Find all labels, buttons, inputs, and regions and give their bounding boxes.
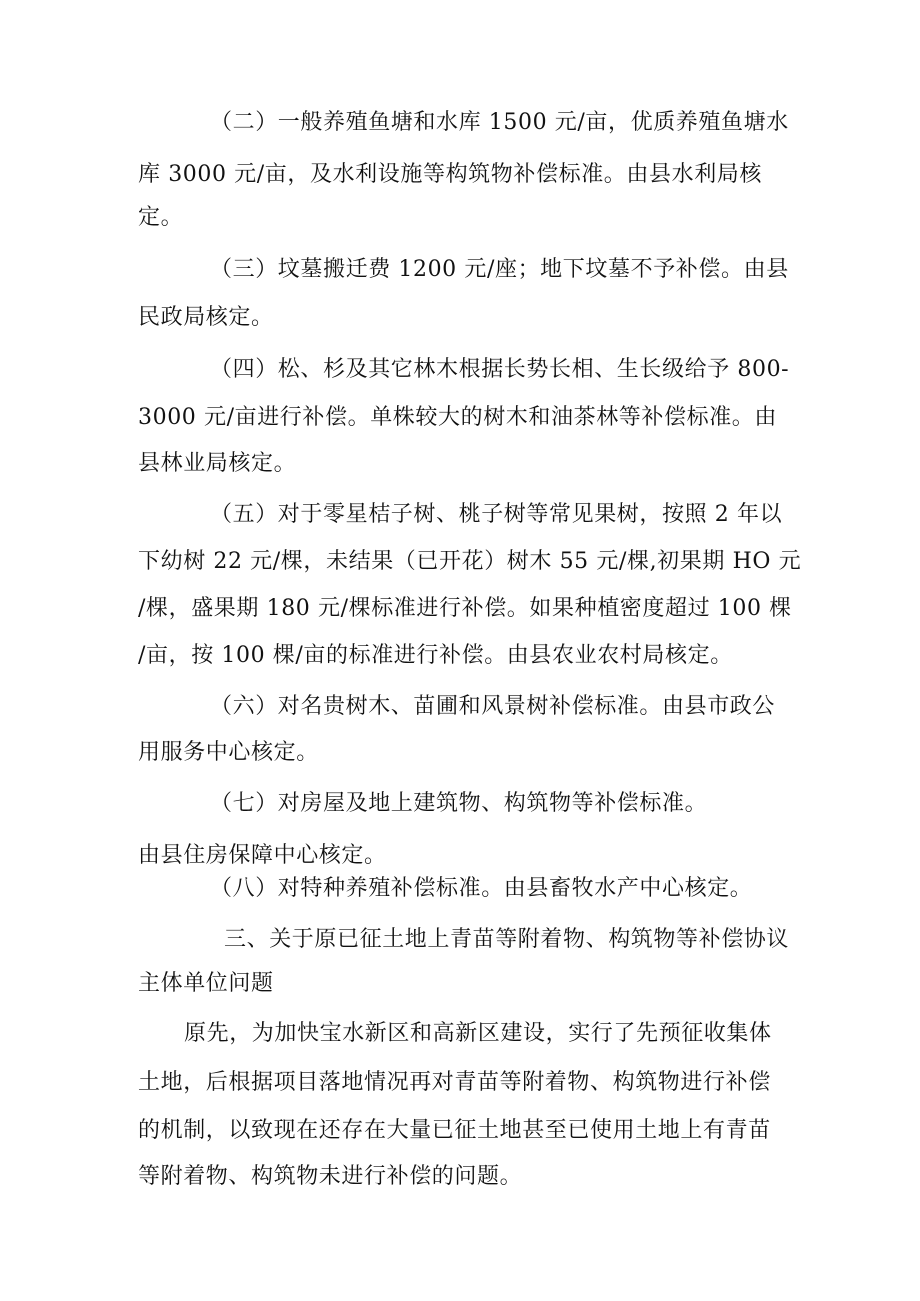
- para-2-line-1: （二）一般养殖鱼塘和水库 1500 元/亩，优质养殖鱼塘水: [210, 110, 789, 135]
- para-6-line-2: 用服务中心核定。: [138, 740, 319, 765]
- section-3-heading-line-1: 三、关于原已征土地上青苗等附着物、构筑物等补偿协议: [224, 927, 790, 952]
- para-5-line-3: /棵，盛果期 180 元/棵标准进行补偿。如果种植密度超过 100 棵: [138, 596, 792, 621]
- para-5-line-4: /亩，按 100 棵/亩的标准进行补偿。由县农业农村局核定。: [138, 643, 733, 668]
- body-para-line-1: 原先，为加快宝水新区和高新区建设，实行了先预征收集体: [184, 1021, 772, 1046]
- para-4-line-3: 县林业局核定。: [138, 451, 297, 476]
- para-2-line-3: 定。: [138, 205, 184, 230]
- para-4-line-1: （四）松、杉及其它林木根据长势长相、生长级给予 800-: [210, 357, 790, 382]
- body-para-line-3: 的机制，以致现在还存在大量已征土地甚至已使用土地上有青苗: [138, 1118, 771, 1143]
- para-3-line-2: 民政局核定。: [138, 305, 274, 330]
- para-8-line-1: （八）对特种养殖补偿标准。由县畜牧水产中心核定。: [210, 876, 753, 901]
- para-3-line-1: （三）坟墓搬迁费 1200 元/座；地下坟墓不予补偿。由县: [210, 257, 789, 282]
- para-5-line-1: （五）对于零星桔子树、桃子树等常见果树，按照 2 年以: [210, 502, 783, 527]
- para-7-line-2: 由县住房保障中心核定。: [138, 843, 387, 868]
- body-para-line-4: 等附着物、构筑物未进行补偿的问题。: [138, 1164, 523, 1189]
- para-5-line-2: 下幼树 22 元/棵，未结果（已开花）树木 55 元/棵,初果期 HO 元: [138, 549, 802, 574]
- section-3-heading-line-2: 主体单位问题: [138, 971, 274, 996]
- para-2-line-2: 库 3000 元/亩，及水利设施等构筑物补偿标准。由县水利局核: [138, 162, 762, 187]
- para-6-line-1: （六）对名贵树木、苗圃和风景树补偿标准。由县市政公: [210, 694, 776, 719]
- para-4-line-2: 3000 元/亩进行补偿。单株较大的树木和油茶林等补偿标准。由: [138, 405, 777, 430]
- body-para-line-2: 土地，后根据项目落地情况再对青苗等附着物、构筑物进行补偿: [138, 1070, 771, 1095]
- para-7-line-1: （七）对房屋及地上建筑物、构筑物等补偿标准。: [210, 791, 708, 816]
